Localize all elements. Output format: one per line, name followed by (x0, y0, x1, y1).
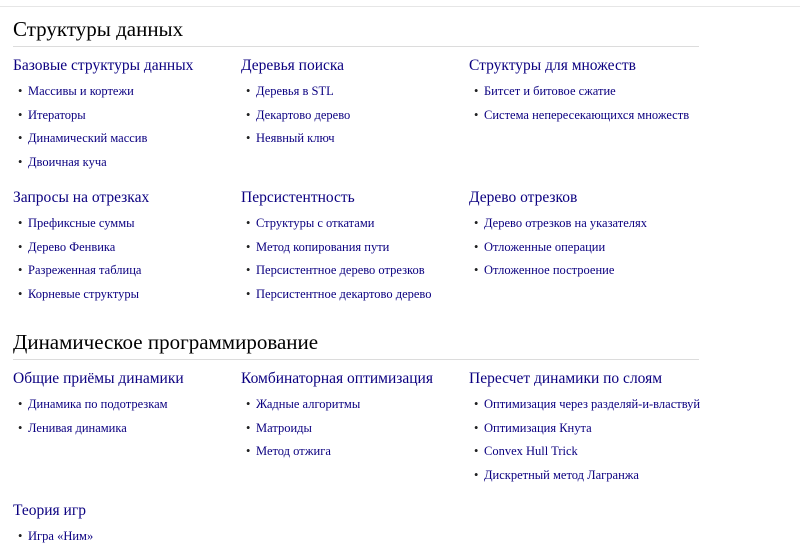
group-title[interactable]: Общие приёмы динамики (13, 370, 184, 387)
list-item[interactable]: • Метод копирования пути (241, 236, 431, 260)
top-divider (0, 6, 800, 7)
section-title: Динамическое программирование (13, 329, 699, 360)
group-set-structures (469, 56, 689, 127)
group-layer-dp (469, 369, 700, 488)
group-title[interactable]: Запросы на отрезках (13, 189, 150, 206)
list-item[interactable]: • Матроиды (241, 417, 433, 441)
list-item[interactable]: • Дерево отрезков на указателях (469, 212, 647, 236)
group-search-trees (241, 56, 350, 151)
list-item[interactable]: • Префиксные суммы (13, 212, 149, 236)
group-list (241, 80, 350, 151)
list-item[interactable]: • Динамический массив (13, 127, 193, 151)
list-item[interactable]: • Система непересекающихся множеств (469, 104, 689, 128)
group-list (13, 212, 149, 307)
list-item[interactable]: • Оптимизация через разделяй-и-властвуй (469, 393, 700, 417)
group-game-theory (13, 501, 93, 549)
group-list (13, 393, 184, 440)
group-basic-structures (13, 56, 193, 175)
list-item[interactable]: • Отложенное построение (469, 259, 647, 283)
group-range-queries (13, 188, 149, 307)
list-item[interactable]: • Итераторы (13, 104, 193, 128)
group-title[interactable]: Комбинаторная оптимизация (241, 370, 433, 387)
list-item[interactable]: • Персистентное декартово дерево (241, 283, 431, 307)
group-title[interactable]: Базовые структуры данных (13, 57, 194, 74)
list-item[interactable]: • Отложенные операции (469, 236, 647, 260)
list-item[interactable]: • Метод отжига (241, 440, 433, 464)
list-item[interactable]: • Дискретный метод Лагранжа (469, 464, 700, 488)
list-item[interactable]: • Структуры с откатами (241, 212, 431, 236)
section-title: Структуры данных (13, 16, 699, 47)
list-item[interactable]: • Оптимизация Кнута (469, 417, 700, 441)
group-combinatorial-optimization (241, 369, 433, 464)
group-persistence (241, 188, 431, 307)
list-item[interactable]: • Динамика по подотрезкам (13, 393, 184, 417)
list-item[interactable]: • Игра «Ним» (13, 525, 93, 549)
list-item[interactable]: • Деревья в STL (241, 80, 350, 104)
list-item[interactable]: • Декартово дерево (241, 104, 350, 128)
list-item[interactable]: • Жадные алгоритмы (241, 393, 433, 417)
group-list (469, 212, 647, 283)
group-title[interactable]: Персистентность (241, 189, 355, 206)
group-segment-tree (469, 188, 647, 283)
group-title[interactable]: Структуры для множеств (469, 57, 636, 74)
list-item[interactable]: • Двоичная куча (13, 151, 193, 175)
section-dynamic-programming (13, 329, 699, 360)
list-item[interactable]: • Битсет и битовое сжатие (469, 80, 689, 104)
group-list (469, 80, 689, 127)
group-list (469, 393, 700, 488)
group-list (241, 212, 431, 307)
list-item[interactable]: • Персистентное дерево отрезков (241, 259, 431, 283)
group-title[interactable]: Пересчет динамики по слоям (469, 370, 663, 387)
list-item[interactable]: • Convex Hull Trick (469, 440, 700, 464)
group-list (241, 393, 433, 464)
list-item[interactable]: • Ленивая динамика (13, 417, 184, 441)
list-item[interactable]: • Дерево Фенвика (13, 236, 149, 260)
group-title[interactable]: Деревья поиска (241, 57, 345, 74)
list-item[interactable]: • Неявный ключ (241, 127, 350, 151)
list-item[interactable]: • Корневые структуры (13, 283, 149, 307)
group-list (13, 525, 93, 549)
list-item[interactable]: • Массивы и кортежи (13, 80, 193, 104)
group-title[interactable]: Теория игр (13, 502, 86, 519)
group-general-dp (13, 369, 184, 440)
group-title[interactable]: Дерево отрезков (469, 189, 578, 206)
section-data-structures (13, 16, 699, 47)
list-item[interactable]: • Разреженная таблица (13, 259, 149, 283)
group-list (13, 80, 193, 175)
